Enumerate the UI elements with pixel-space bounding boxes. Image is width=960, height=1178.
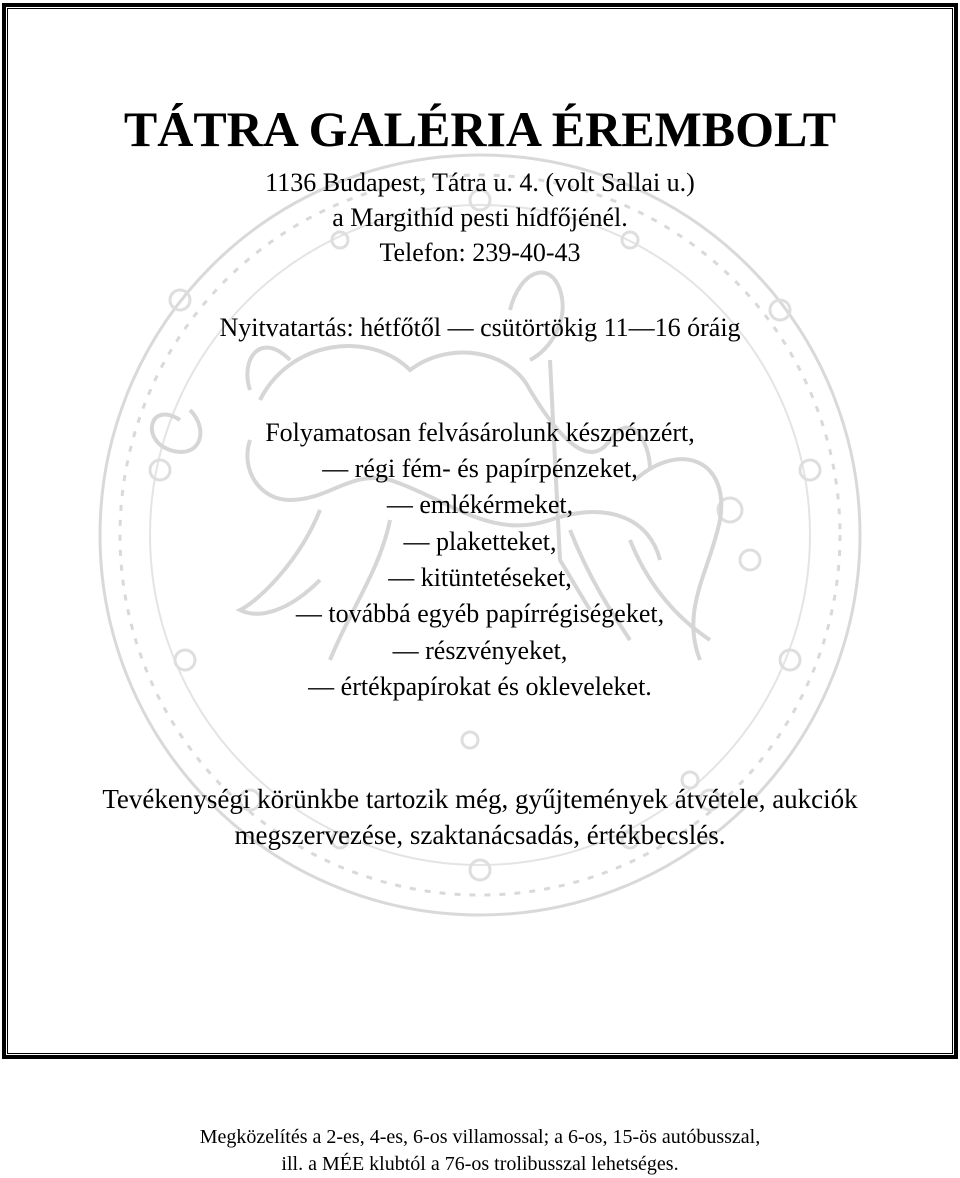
purchase-item: — emlékérmeket, <box>386 490 574 519</box>
purchase-intro: Folyamatosan felvásárolunk készpénzért, <box>265 418 695 447</box>
address-line-1: 1136 Budapest, Tátra u. 4. (volt Sallai u.) <box>265 168 695 197</box>
purchase-item: — részvényeket, <box>392 636 568 665</box>
purchase-item: — kitüntetéseket, <box>388 563 572 592</box>
purchase-item: — továbbá egyéb papírrégiségeket, <box>295 599 665 628</box>
phone-number: Telefon: 239-40-43 <box>379 238 581 267</box>
activity-line-2: megszervezése, szaktanácsadás, értékbecslés. <box>234 820 726 850</box>
purchase-item: — értékpapírokat és okleveleket. <box>308 672 652 701</box>
activity-line-1: Tevékenységi körünkbe tartozik még, gyűjtemények átvétele, aukciók <box>102 784 858 814</box>
opening-hours: Nyitvatartás: hétfőtől — csütörtökig 11—16 óráig <box>219 313 741 342</box>
shop-title: TÁTRA GALÉRIA ÉREMBOLT <box>123 101 837 157</box>
footer-transport-line-2: ill. a MÉE klubtól a 76-os trolibusszal lehetséges. <box>281 1153 679 1175</box>
footer-transport-line-1: Megközelítés a 2-es, 4-es, 6-os villamossal; a 6-os, 15-ös autóbusszal, <box>199 1126 761 1148</box>
purchase-item: — régi fém- és papírpénzeket, <box>322 454 638 483</box>
purchase-item: — plaketteket, <box>403 527 557 556</box>
address-line-2: a Margithíd pesti hídfőjénél. <box>332 203 628 232</box>
